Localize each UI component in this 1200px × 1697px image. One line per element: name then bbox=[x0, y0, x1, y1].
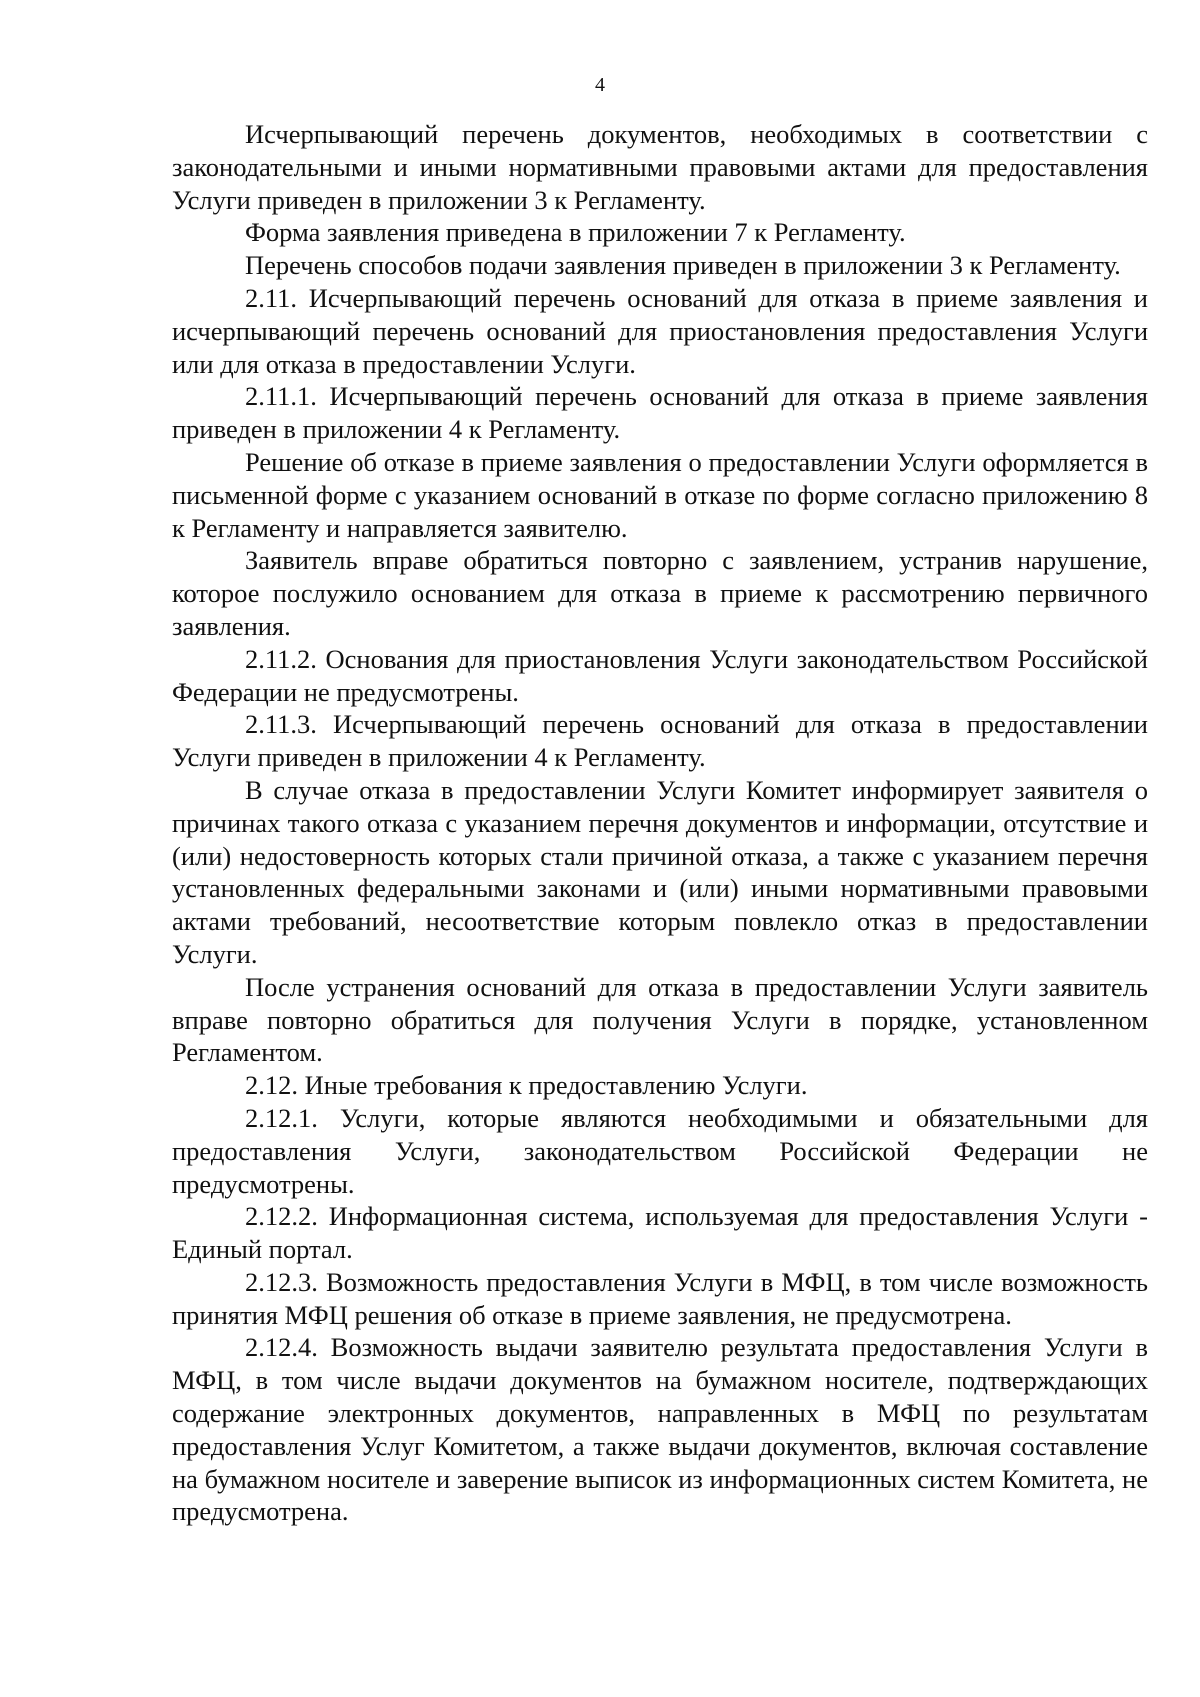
paragraph: Заявитель вправе обратиться повторно с заявлением, устранив нарушение, которое послужило основанием для отказа в приеме к рассмотрению первичного заявления. bbox=[172, 545, 1148, 641]
paragraph: После устранения оснований для отказа в предоставлении Услуги заявитель вправе повторно обратиться для получения Услуги в порядке, установленном Регламентом. bbox=[172, 971, 1148, 1068]
paragraph: 2.12.1. Услуги, которые являются необходимыми и обязательными для предоставления Услуги, законодательством Российской Федерации не предусмотрены. bbox=[172, 1102, 1148, 1199]
paragraph: 2.12. Иные требования к предоставлению Услуги. bbox=[245, 1070, 808, 1101]
paragraph: Решение об отказе в приеме заявления о предоставлении Услуги оформляется в письменной форме с указанием оснований в отказе по форме согласно приложению 8 к Регламенту и направляется заявителю. bbox=[172, 446, 1148, 543]
paragraph: 2.12.2. Информационная система, используемая для предоставления Услуги - Единый портал. bbox=[172, 1201, 1148, 1265]
paragraph: Перечень способов подачи заявления приведен в приложении 3 к Регламенту. bbox=[245, 250, 1121, 281]
paragraph: Исчерпывающий перечень документов, необходимых в соответствии с законодательными и иными нормативными правовыми актами для предоставления Услуги приведен в приложении 3 к Регламенту. bbox=[172, 119, 1148, 215]
paragraph: 2.11. Исчерпывающий перечень оснований для отказа в приеме заявления и исчерпывающий перечень оснований для приостановления предоставления Услуги или для отказа в предоставлении Услуги. bbox=[172, 282, 1148, 379]
paragraph: 2.11.1. Исчерпывающий перечень оснований для отказа в приеме заявления приведен в приложении 4 к Регламенту. bbox=[172, 381, 1148, 445]
page-number: 4 bbox=[595, 74, 605, 96]
paragraph: Форма заявления приведена в приложении 7 к Регламенту. bbox=[245, 217, 906, 248]
paragraph: 2.12.4. Возможность выдачи заявителю результата предоставления Услуги в МФЦ, в том числе выдачи документов на бумажном носителе, подтверждающих содержание электронных документов, направленных в МФЦ по результатам предоставления Услуг Комитетом, а также выдачи документов, включая составление на бумажном носителе и заверение выписок из информационных систем Комитета, не предусмотрена. bbox=[172, 1332, 1148, 1527]
paragraph: В случае отказа в предоставлении Услуги Комитет информирует заявителя о причинах такого отказа с указанием перечня документов и информации, отсутствие и (или) недостоверность которых стали причиной отказа, а также с указанием перечня установленных федеральными законами и (или) иными нормативными правовыми актами требований, несоответствие которым повлекло отказ в предоставлении Услуги. bbox=[172, 774, 1148, 969]
paragraph: 2.11.3. Исчерпывающий перечень оснований для отказа в предоставлении Услуги приведен в приложении 4 к Регламенту. bbox=[172, 709, 1148, 773]
paragraph: 2.11.2. Основания для приостановления Услуги законодательством Российской Федерации не предусмотрены. bbox=[172, 643, 1148, 707]
document-body bbox=[172, 118, 1148, 1528]
paragraph: 2.12.3. Возможность предоставления Услуги в МФЦ, в том числе возможность принятия МФЦ решения об отказе в приеме заявления, не предусмотрена. bbox=[172, 1266, 1148, 1330]
